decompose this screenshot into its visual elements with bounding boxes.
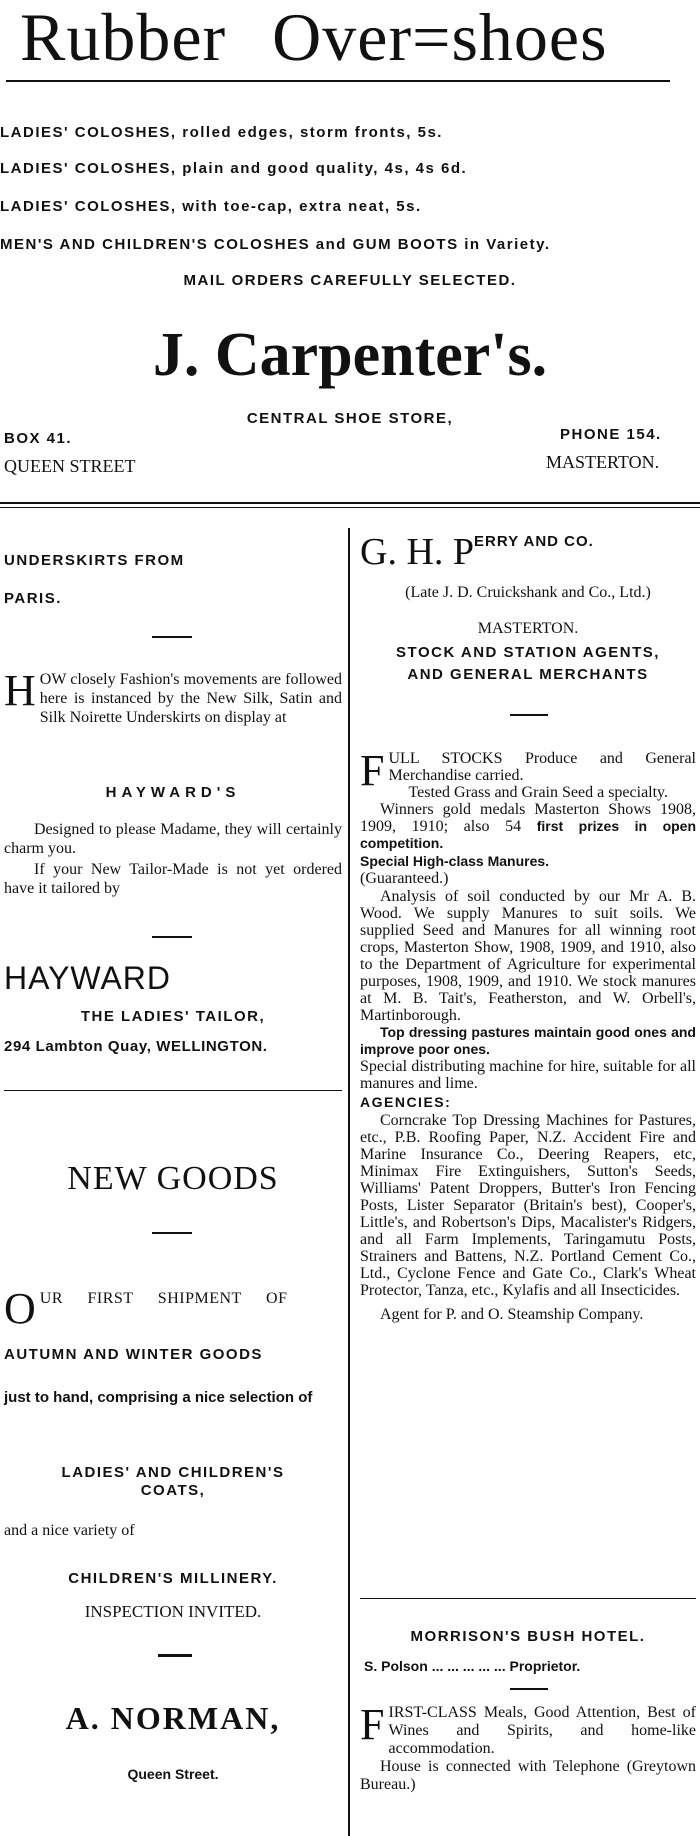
perry-agencies: AGENCIES: xyxy=(360,1094,452,1110)
goloshes-line-3: LADIES' COLOSHES, with toe-cap, extra neat, 5s. xyxy=(0,198,422,215)
hotel-body xyxy=(360,1700,696,1794)
perry-brand-small: ERRY AND CO. xyxy=(474,533,594,550)
perry-town: MASTERTON. xyxy=(477,620,579,637)
hayward-intro xyxy=(4,666,342,727)
perry-steamship: Agent for P. and O. Steamship Company. xyxy=(380,1306,644,1323)
hayward-body xyxy=(4,820,342,898)
phone-number: PHONE 154. xyxy=(560,426,662,443)
first-shipment-text: UR FIRST SHIPMENT OF xyxy=(39,1290,288,1307)
box-number: BOX 41. xyxy=(4,430,73,447)
goloshes-line-2: LADIES' COLOSHES, plain and good quality, 4s, 4s 6d. xyxy=(0,160,468,177)
left-divider-1 xyxy=(4,1090,342,1091)
coats-line-2: COATS, xyxy=(140,1482,206,1499)
central-shoe-store: CENTRAL SHOE STORE, xyxy=(246,410,454,427)
childrens-millinery: CHILDREN'S MILLINERY. xyxy=(68,1570,278,1587)
just-to-hand: just to hand, comprising a nice selection of xyxy=(4,1389,313,1406)
mail-orders: MAIL ORDERS CAREFULLY SELECTED. xyxy=(183,272,517,289)
hotel-meals: IRST-CLASS Meals, Good Attention, Best of Wines and Spirits, and home-like accommodation. xyxy=(388,1704,696,1757)
hayward-dash-1 xyxy=(152,636,192,638)
perry-grass-seed: Tested Grass and Grain Seed a specialty. xyxy=(408,784,669,801)
hotel-title: MORRISON'S BUSH HOTEL. xyxy=(410,1628,646,1645)
norman-dash-1 xyxy=(152,1232,192,1234)
perry-full-stocks: ULL STOCKS Produce and General Merchandise carried. xyxy=(388,750,696,784)
hotel-proprietor xyxy=(364,1658,694,1674)
perry-analysis: Analysis of soil conducted by our Mr A. B. Wood. We supply Manures to suit soils. We supplied Seed and Manures for all winning root crops, Masterton Show, 1908, 1909, and 1910, also to the Department of Agriculture for experimental purposes, 1908, 1909, and 1910. We stock manures at M. B. Tait's, Featherston, and W. Orbell's, Martinborough. xyxy=(360,888,696,1024)
perry-agency-list: Corncrake Top Dressing Machines for Pastures, etc., P.B. Roofing Paper, N.Z. Accident Fire and Marine Insurance Co., Deering Reapers, etc, Minimax Fire Extinguishers, Sutton's Seeds, Williams' Patent Droppers, Butter's Iron Fencing Posts, Lister Separator (Britain's best), Cooper's, Little's, and Robertson's Dips, Macalister's Ridgers, and all Farm Implements, Taringamutu Posts, Strainers and Battens, N.Z. Portland Cement Co., Ltd., Cyclone Fence and Gate Co., Clark's Wheat Protector, Tanza, etc., Kylafis and all Insecticides. xyxy=(360,1112,696,1299)
norman-dash-2 xyxy=(158,1654,192,1657)
masterton-town: MASTERTON. xyxy=(546,452,660,472)
hayward-tailor-made: If your New Tailor-Made is not yet ordered have it tailored by xyxy=(4,861,342,897)
proprietor-role: Proprietor. xyxy=(509,1658,581,1674)
queen-street: QUEEN STREET xyxy=(4,456,136,476)
ladies-tailor: THE LADIES' TAILOR, xyxy=(80,1008,266,1025)
perry-body xyxy=(360,746,697,1324)
first-shipment xyxy=(4,1284,342,1333)
dropcap-o: O xyxy=(4,1284,36,1333)
hayward-address: 294 Lambton Quay, WELLINGTON. xyxy=(4,1038,268,1055)
dropcap-f-hotel: F xyxy=(360,1700,385,1749)
top-divider xyxy=(0,502,700,504)
hotel-telephone: House is connected with Telephone (Greytown Bureau.) xyxy=(360,1758,696,1793)
nice-variety: and a nice variety of xyxy=(4,1522,135,1539)
perry-machine: Special distributing machine for hire, suitable for all manures and lime. xyxy=(360,1058,696,1092)
right-divider-1 xyxy=(360,1598,696,1599)
headline-underline xyxy=(6,80,670,82)
goloshes-line-4: MEN'S AND CHILDREN'S COLOSHES and GUM BOOTS in Variety. xyxy=(0,236,551,253)
perry-sub-1: STOCK AND STATION AGENTS, xyxy=(396,644,660,661)
haywards-name: HAYWARD'S xyxy=(105,784,241,801)
perry-dash-1 xyxy=(510,714,548,716)
new-goods-title: NEW GOODS xyxy=(67,1160,279,1197)
norman-street: Queen Street. xyxy=(127,1766,219,1782)
dropcap-h: H xyxy=(4,666,36,715)
paris-heading: PARIS. xyxy=(4,590,62,607)
perry-brand xyxy=(360,530,594,574)
goloshes-line-1: LADIES' COLOSHES, rolled edges, storm fronts, 5s. xyxy=(0,124,443,141)
top-divider-thin xyxy=(0,507,700,508)
perry-sub-2: AND GENERAL MERCHANTS xyxy=(407,666,649,683)
perry-manures: Special High-class Manures. xyxy=(360,853,550,869)
proprietor-dots: ... ... ... ... ... xyxy=(431,1658,506,1674)
dropcap-f-perry: F xyxy=(360,746,385,795)
underskirts-heading: UNDERSKIRTS FROM xyxy=(4,552,185,569)
norman-brand: A. NORMAN, xyxy=(65,1700,281,1736)
hayward-dash-2 xyxy=(152,936,192,938)
carpenter-brand: J. Carpenter's. xyxy=(152,321,548,389)
hayward-designed: Designed to please Madame, they will certainly charm you. xyxy=(4,821,342,857)
perry-late: (Late J. D. Cruickshank and Co., Ltd.) xyxy=(405,584,651,601)
headline: Rubber Over=shoes xyxy=(20,0,608,75)
autumn-winter: AUTUMN AND WINTER GOODS xyxy=(4,1346,263,1363)
hotel-dash xyxy=(510,1688,548,1690)
perry-brand-big: G. H. P xyxy=(360,531,475,573)
perry-top-dressing: Top dressing pastures maintain good ones and improve poor ones. xyxy=(360,1024,696,1057)
inspection-invited: INSPECTION INVITED. xyxy=(84,1602,262,1621)
perry-winners: Winners gold medals Masterton Shows 1908, 1909, 1910; also 54 xyxy=(360,801,696,835)
proprietor-name: S. Polson xyxy=(364,1658,428,1674)
perry-guaranteed: (Guaranteed.) xyxy=(360,870,449,887)
hayward-brand: HAYWARD xyxy=(4,960,171,996)
perry-first-prizes: first prizes in open competition. xyxy=(360,818,697,851)
hayward-intro-text: OW closely Fashion's movements are followed here is instanced by the New Silk, Satin and Silk Noirette Underskirts on display at xyxy=(39,671,342,726)
coats-line-1: LADIES' AND CHILDREN'S xyxy=(61,1464,285,1481)
column-separator xyxy=(348,528,350,1836)
